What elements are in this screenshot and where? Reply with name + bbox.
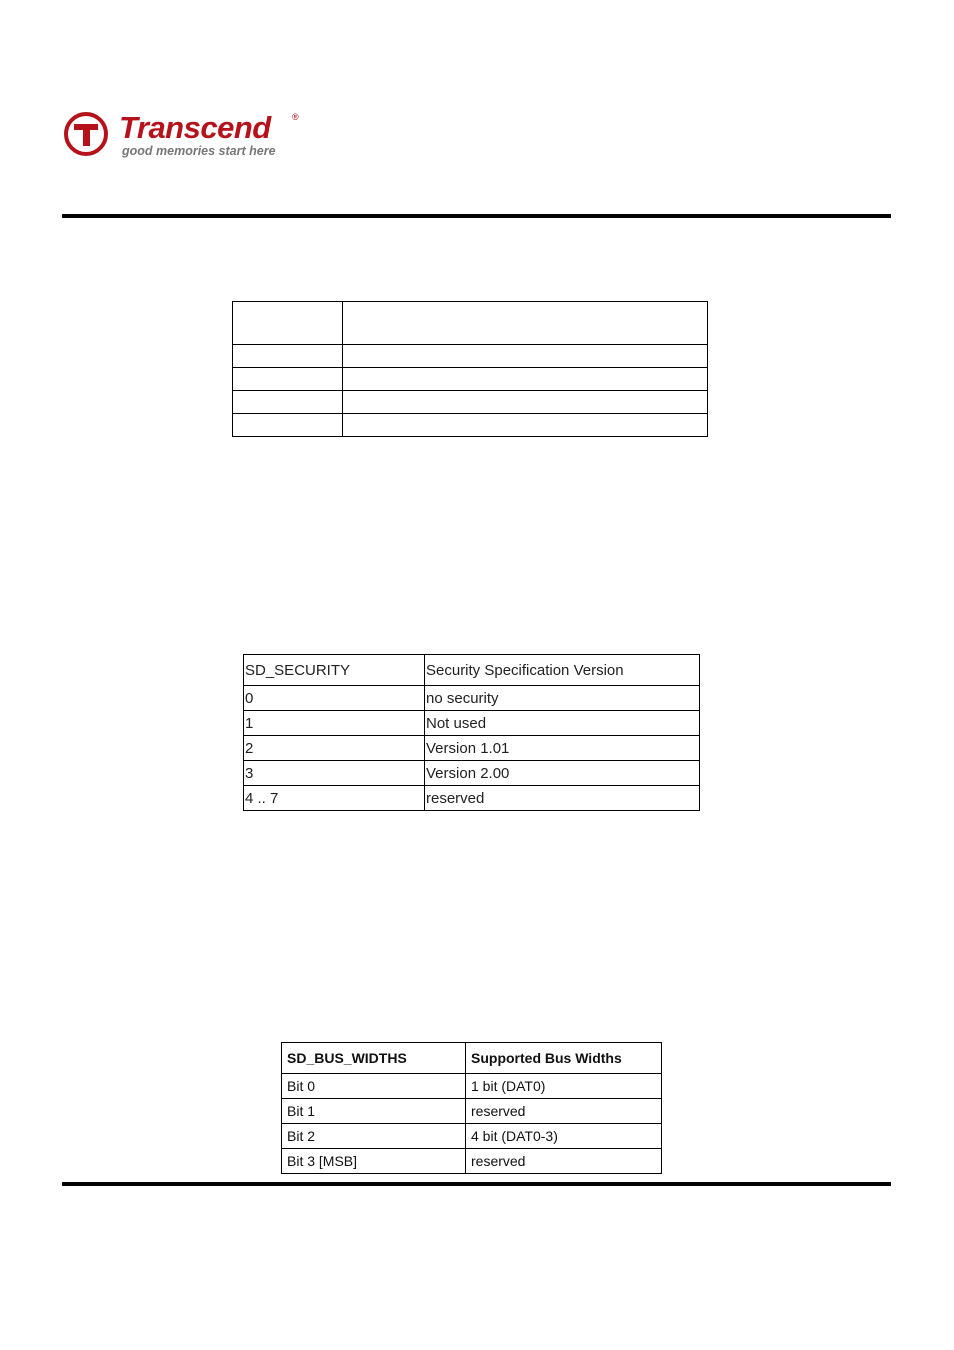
table-header-row: [244, 655, 700, 686]
transcend-t-icon: [64, 112, 108, 156]
table-cell: [233, 414, 343, 437]
table-cell: 0: [244, 686, 425, 711]
table-row: [233, 391, 708, 414]
table-cell: Not used: [425, 711, 700, 736]
table-cell: Bit 0: [282, 1074, 466, 1099]
column-header: Supported Bus Widths: [466, 1043, 662, 1074]
table-row: [244, 786, 700, 811]
table-row: [244, 761, 700, 786]
table-cell: 3: [244, 761, 425, 786]
table-cell: Bit 3 [MSB]: [282, 1149, 466, 1174]
table-row: [244, 686, 700, 711]
table-cell: Bit 2: [282, 1124, 466, 1149]
table-cell: 2: [244, 736, 425, 761]
table-cell: [233, 391, 343, 414]
registered-mark: ®: [292, 112, 299, 122]
sd-security-table: [243, 654, 700, 811]
transcend-logo: [64, 110, 304, 162]
table-header-row: [282, 1043, 662, 1074]
table-cell: reserved: [425, 786, 700, 811]
table-cell: Version 1.01: [425, 736, 700, 761]
table-cell: reserved: [466, 1149, 662, 1174]
table-row: [282, 1074, 662, 1099]
table-cell: 1: [244, 711, 425, 736]
table-row: [233, 302, 708, 345]
table-cell: 4 bit (DAT0-3): [466, 1124, 662, 1149]
table-row: [233, 345, 708, 368]
column-header: Security Specification Version: [425, 655, 700, 686]
table-row: [233, 368, 708, 391]
table-cell: reserved: [466, 1099, 662, 1124]
header-divider: [62, 214, 891, 218]
table-row: [244, 736, 700, 761]
table-cell: [343, 345, 708, 368]
sd-bus-widths-table: [281, 1042, 662, 1174]
table-cell: [343, 414, 708, 437]
table-cell: no security: [425, 686, 700, 711]
brand-name: Transcend: [119, 110, 271, 145]
table-cell: Bit 1: [282, 1099, 466, 1124]
column-header: SD_SECURITY: [244, 655, 425, 686]
table-row: [282, 1124, 662, 1149]
table-cell: 4 .. 7: [244, 786, 425, 811]
table-row: [282, 1099, 662, 1124]
table-cell: 1 bit (DAT0): [466, 1074, 662, 1099]
table-cell: [233, 368, 343, 391]
footer-divider: [62, 1182, 891, 1186]
table-cell: [233, 302, 343, 345]
table-cell: [343, 368, 708, 391]
brand-tagline: good memories start here: [122, 144, 276, 158]
table-row: [282, 1149, 662, 1174]
table-row: [244, 711, 700, 736]
table-row: [233, 414, 708, 437]
table-cell: [343, 302, 708, 345]
empty-table: [232, 301, 708, 437]
table-cell: [343, 391, 708, 414]
table-cell: [233, 345, 343, 368]
table-cell: Version 2.00: [425, 761, 700, 786]
column-header: SD_BUS_WIDTHS: [282, 1043, 466, 1074]
